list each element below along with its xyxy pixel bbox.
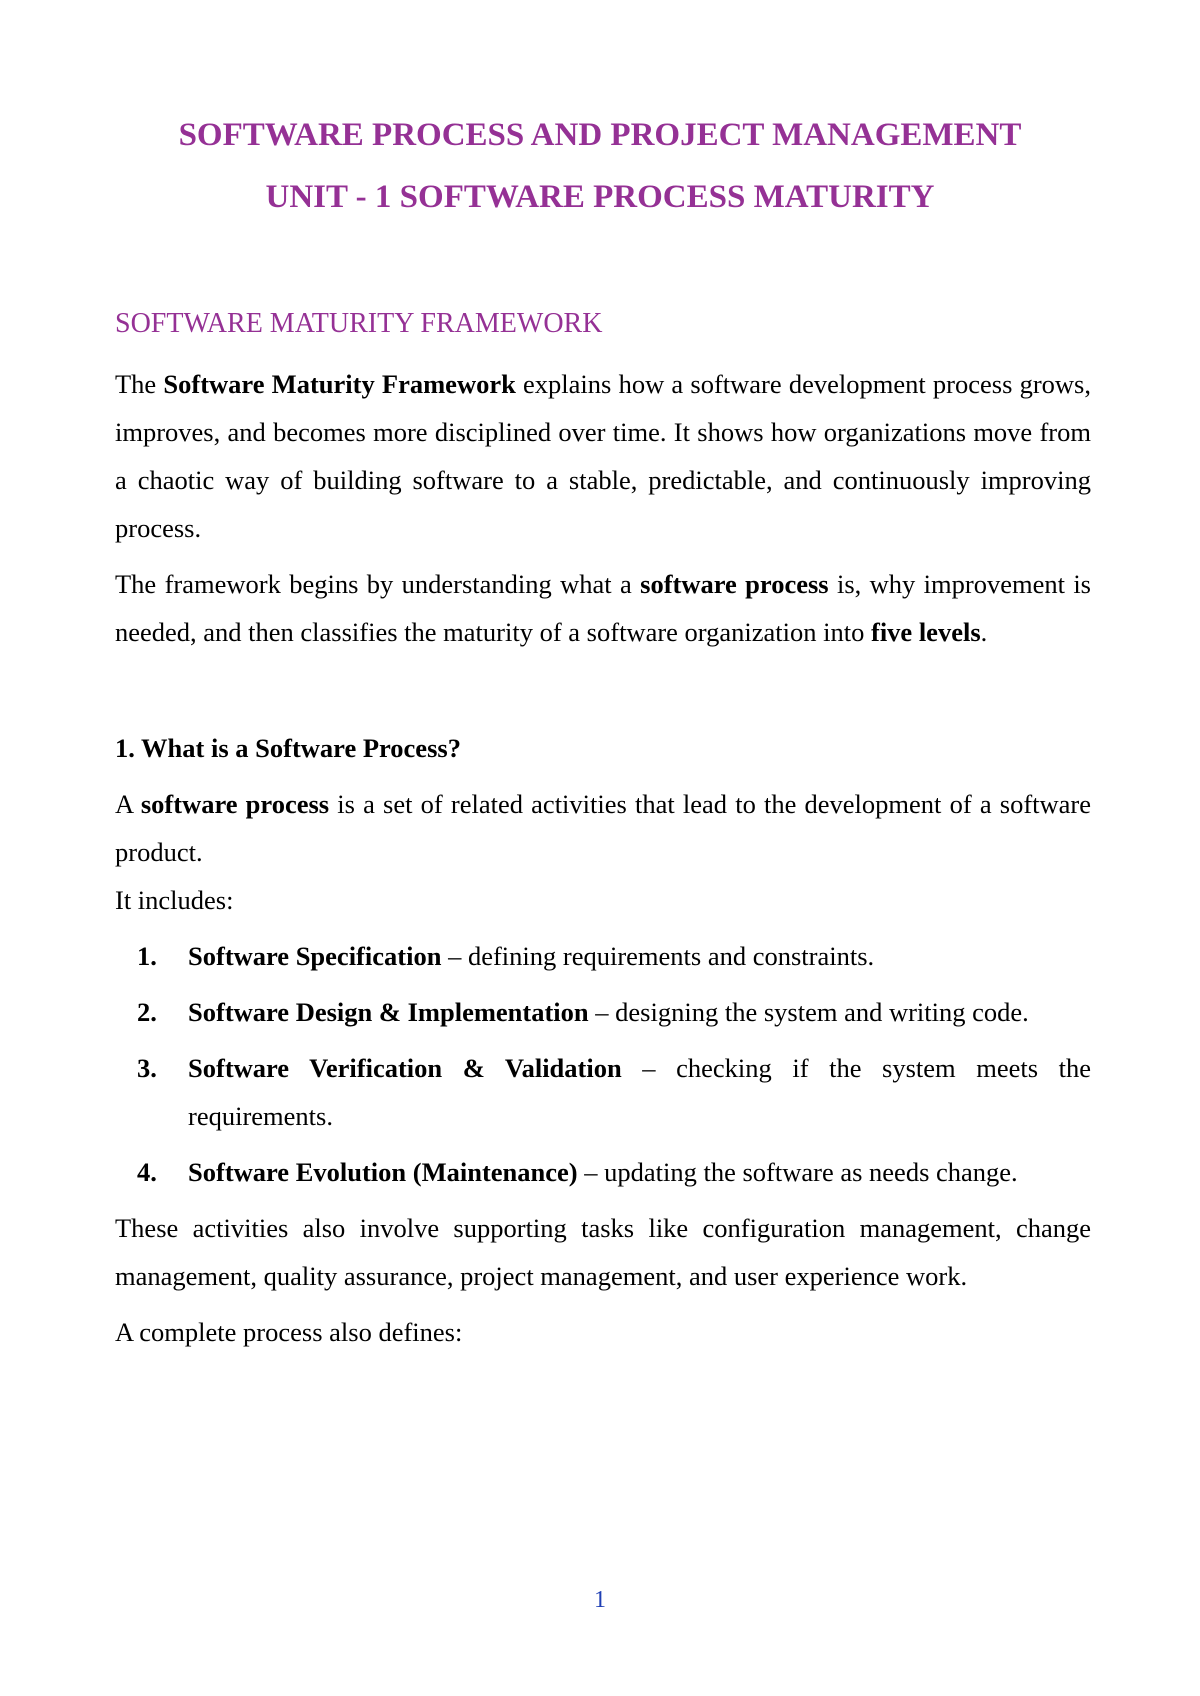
section-heading: SOFTWARE MATURITY FRAMEWORK: [115, 308, 603, 339]
list-number: 1.: [137, 941, 157, 971]
document-body: [115, 300, 1091, 1364]
list-term: Software Specification: [188, 941, 442, 971]
list-description: – updating the software as needs change.: [577, 1157, 1018, 1187]
framework-paragraph: The framework begins by understanding what a software process is, why improvement is needed, and then classifies the maturity of a software organization into five levels.: [115, 569, 1091, 647]
list-item: [115, 932, 1091, 980]
list-description: – designing the system and writing code.: [588, 997, 1029, 1027]
page-number: 1: [594, 1587, 606, 1613]
list-item: [115, 988, 1091, 1036]
list-term: Software Evolution (Maintenance): [188, 1157, 578, 1187]
activities-list: [115, 932, 1091, 1196]
list-number: 3.: [137, 1053, 157, 1083]
list-term: Software Verification & Validation: [188, 1053, 622, 1083]
includes-label: It includes:: [115, 885, 234, 915]
process-definition: A software process is a set of related activities that lead to the development of a software product.: [115, 789, 1091, 867]
supporting-tasks-paragraph: These activities also involve supporting tasks like configuration management, change management, quality assurance, project management, and user experience work.: [115, 1213, 1091, 1291]
document-title: SOFTWARE PROCESS AND PROJECT MANAGEMENT: [178, 117, 1022, 153]
subsection-heading: 1. What is a Software Process?: [115, 733, 461, 763]
bold-term: software process: [140, 789, 330, 819]
list-number: 4.: [137, 1157, 157, 1187]
list-description: – checking if the system meets the requirements.: [188, 1053, 1091, 1131]
bold-term: Software Maturity Framework: [163, 369, 516, 399]
list-number: 2.: [137, 997, 157, 1027]
list-term: Software Design & Implementation: [188, 997, 589, 1027]
list-item: [115, 1044, 1091, 1140]
list-description: – defining requirements and constraints.: [441, 941, 875, 971]
list-item: [115, 1148, 1091, 1196]
bold-term: software process: [640, 569, 829, 599]
unit-title: UNIT - 1 SOFTWARE PROCESS MATURITY: [265, 179, 935, 215]
bold-term: five levels: [871, 617, 981, 647]
intro-paragraph: The Software Maturity Framework explains how a software development process grows, improves, and becomes more disciplined over time. It shows how organizations move from a chaotic way of building software to a stable, predictable, and continuously improving process.: [115, 369, 1091, 543]
complete-process-paragraph: A complete process also defines:: [115, 1317, 463, 1347]
